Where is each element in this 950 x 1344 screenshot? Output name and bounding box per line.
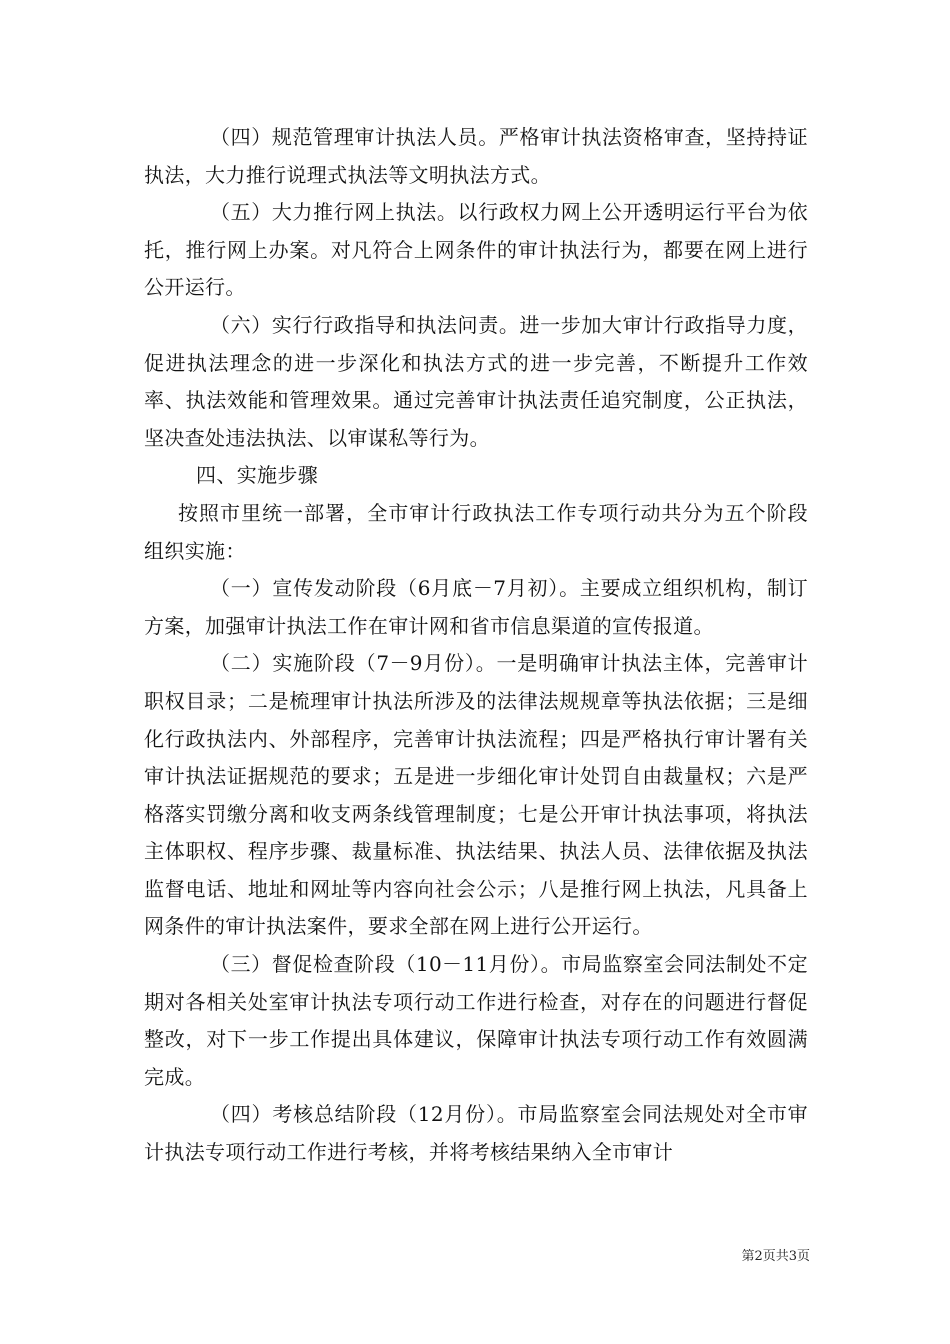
document-body bbox=[144, 119, 808, 1172]
paragraph-online-enforcement: （五）大力推行网上执法。以行政权力网上公开透明运行平台为依托，推行网上办案。对凡符合上网条件的审计执法行为，都要在网上进行公开运行。 bbox=[144, 200, 808, 300]
paragraph-stage-publicity: （一）宣传发动阶段（6月底－7月初）。主要成立组织机构，制订方案，加强审计执法工作在审计网和省市信息渠道的宣传报道。 bbox=[144, 576, 808, 638]
paragraph-stage-implementation: （二）实施阶段（7－9月份）。一是明确审计执法主体，完善审计职权目录；二是梳理审计执法所涉及的法律法规规章等执法依据；三是细化行政执法内、外部程序，完善审计执法流程；四是严格执行审计署有关审计执法证据规范的要求；五是进一步细化审计处罚自由裁量权；六是严格落实罚缴分离和收支两条线管理制度；七是公开审计执法事项，将执法主体职权、程序步骤、裁量标准、执法结果、执法人员、法律依据及执法监督电话、地址和网址等内容向社会公示；八是推行网上执法，凡具备上网条件的审计执法案件，要求全部在网上进行公开运行。 bbox=[144, 651, 808, 939]
paragraph-stages-intro: 按照市里统一部署，全市审计行政执法工作专项行动共分为五个阶段组织实施： bbox=[144, 500, 808, 563]
page-number-footer: 第2页共3页 bbox=[741, 1249, 810, 1264]
paragraph-stage-assessment: （四）考核总结阶段（12月份）。市局监察室会同法规处对全市审计执法专项行动工作进行考核，并将考核结果纳入全市审计 bbox=[144, 1102, 808, 1165]
paragraph-standardize-personnel: （四）规范管理审计执法人员。严格审计执法资格审查，坚持持证执法，大力推行说理式执法等文明执法方式。 bbox=[144, 125, 808, 187]
paragraph-guidance-accountability: （六）实行行政指导和执法问责。进一步加大审计行政指导力度，促进执法理念的进一步深化和执法方式的进一步完善，不断提升工作效率、执法效能和管理效果。通过完善审计执法责任追究制度，公正执法，坚决查处违法执法、以审谋私等行为。 bbox=[144, 312, 808, 450]
paragraph-stage-inspection: （三）督促检查阶段（10－11月份）。市局监察室会同法制处不定期对各相关处室审计执法专项行动工作进行检查，对存在的问题进行督促整改，对下一步工作提出具体建议，保障审计执法专项行动工作有效圆满完成。 bbox=[144, 952, 808, 1089]
section-heading-implementation-steps: 四、实施步骤 bbox=[196, 463, 319, 488]
